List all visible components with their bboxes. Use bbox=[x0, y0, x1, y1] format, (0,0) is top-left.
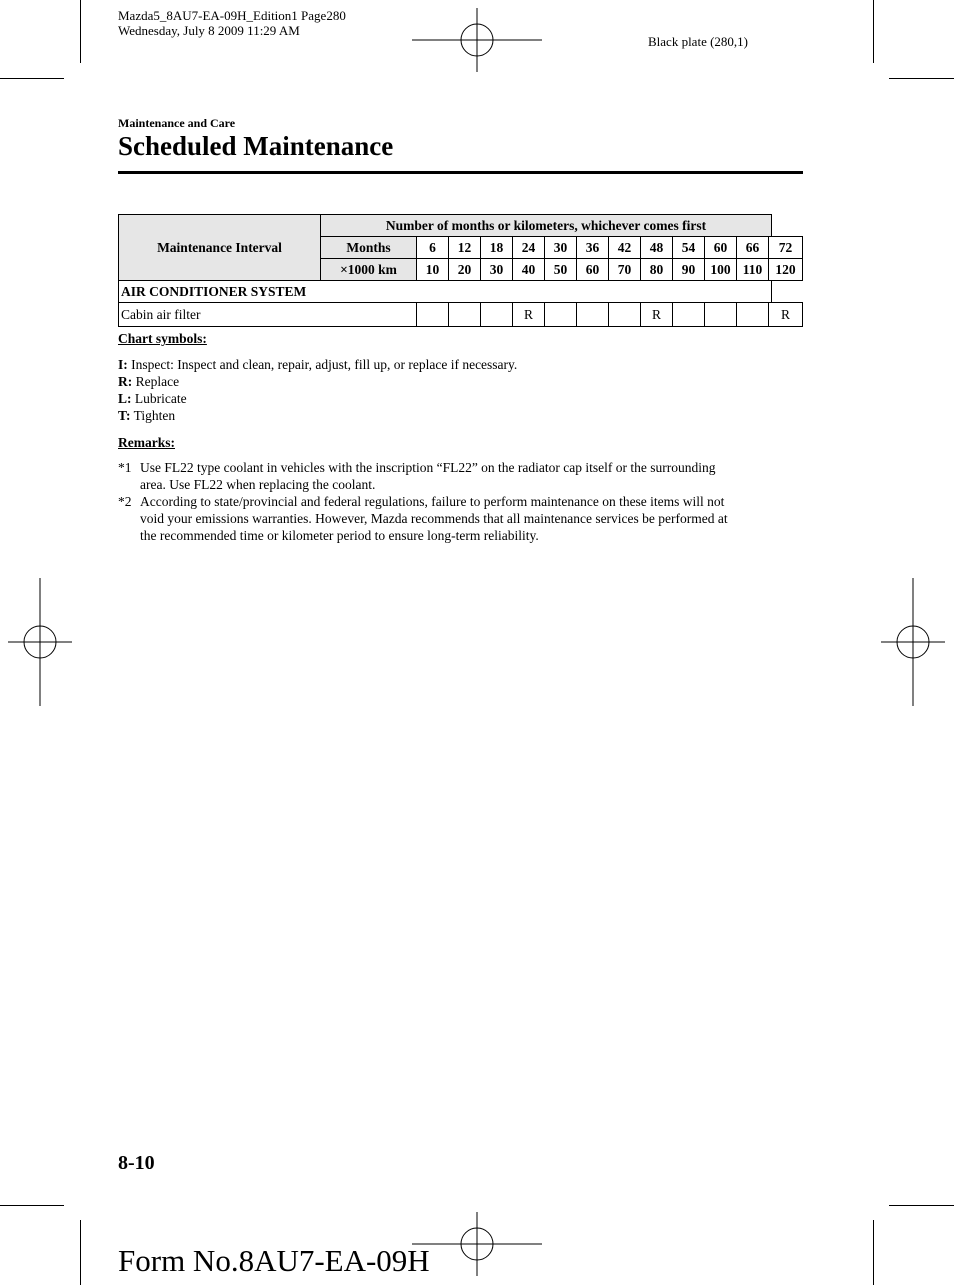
months-cell: 18 bbox=[481, 237, 513, 259]
crop-mark bbox=[0, 78, 64, 79]
remark-line: According to state/provincial and federal regulations, failure to perform maintenance on these items will not bbox=[140, 494, 725, 509]
page-title: Scheduled Maintenance bbox=[118, 131, 394, 161]
title-rule bbox=[118, 171, 803, 174]
km-label: ×1000 km bbox=[321, 259, 417, 281]
symbol-text: Tighten bbox=[130, 408, 176, 423]
symbol-key: R: bbox=[118, 374, 133, 389]
section-label: Maintenance and Care bbox=[118, 116, 236, 130]
remark-marker: *1 bbox=[118, 460, 132, 475]
system-section-row: AIR CONDITIONER SYSTEM bbox=[119, 281, 772, 303]
remark-line: area. Use FL22 when replacing the coolant. bbox=[140, 477, 376, 492]
crop-mark bbox=[80, 0, 81, 63]
months-cell: 24 bbox=[513, 237, 545, 259]
months-cell: 42 bbox=[609, 237, 641, 259]
months-cell: 60 bbox=[705, 237, 737, 259]
symbol-text: Inspect: Inspect and clean, repair, adjust, fill up, or replace if necessary. bbox=[127, 357, 518, 372]
item-mark-cell bbox=[609, 303, 641, 327]
km-cell: 60 bbox=[577, 259, 609, 281]
registration-mark-icon bbox=[412, 1212, 542, 1276]
print-info bbox=[118, 8, 346, 38]
symbol-item bbox=[118, 407, 175, 424]
item-mark-cell: R bbox=[769, 303, 803, 327]
item-mark-cell: R bbox=[513, 303, 545, 327]
maintenance-schedule-table bbox=[118, 214, 803, 327]
symbol-text: Replace bbox=[132, 374, 180, 389]
crop-mark bbox=[889, 1205, 954, 1206]
item-mark-cell bbox=[737, 303, 769, 327]
km-cell: 30 bbox=[481, 259, 513, 281]
symbol-key: L: bbox=[118, 391, 132, 406]
km-cell: 10 bbox=[417, 259, 449, 281]
page-number: 8-10 bbox=[118, 1152, 155, 1174]
symbol-key: T: bbox=[118, 408, 131, 423]
symbol-item bbox=[118, 373, 179, 390]
crop-mark bbox=[873, 0, 874, 63]
remarks-heading: Remarks: bbox=[118, 435, 175, 450]
registration-mark-icon bbox=[412, 8, 542, 72]
remark-marker: *2 bbox=[118, 494, 132, 509]
item-mark-cell bbox=[481, 303, 513, 327]
item-name: Cabin air filter bbox=[119, 303, 417, 327]
crop-mark bbox=[889, 78, 954, 79]
km-cell: 70 bbox=[609, 259, 641, 281]
months-cell: 72 bbox=[769, 237, 803, 259]
maintenance-interval-header: Maintenance Interval bbox=[119, 215, 321, 281]
interval-span-header: Number of months or kilometers, whichever comes first bbox=[321, 215, 772, 237]
km-cell: 120 bbox=[769, 259, 803, 281]
months-cell: 36 bbox=[577, 237, 609, 259]
km-cell: 80 bbox=[641, 259, 673, 281]
symbol-item bbox=[118, 356, 517, 373]
km-cell: 110 bbox=[737, 259, 769, 281]
months-cell: 12 bbox=[449, 237, 481, 259]
crop-mark bbox=[873, 1220, 874, 1285]
symbol-item bbox=[118, 390, 187, 407]
item-mark-cell bbox=[705, 303, 737, 327]
crop-mark bbox=[80, 1220, 81, 1285]
item-mark-cell bbox=[577, 303, 609, 327]
registration-mark-icon bbox=[881, 578, 945, 706]
item-mark-cell bbox=[545, 303, 577, 327]
symbol-text: Lubricate bbox=[131, 391, 187, 406]
months-cell: 54 bbox=[673, 237, 705, 259]
remark-line: Use FL22 type coolant in vehicles with the inscription “FL22” on the radiator cap itself or the surrounding bbox=[140, 460, 716, 475]
km-cell: 90 bbox=[673, 259, 705, 281]
remark-item bbox=[118, 493, 808, 544]
months-cell: 66 bbox=[737, 237, 769, 259]
registration-mark-icon bbox=[8, 578, 72, 706]
item-mark-cell bbox=[673, 303, 705, 327]
km-cell: 20 bbox=[449, 259, 481, 281]
months-cell: 30 bbox=[545, 237, 577, 259]
crop-mark bbox=[0, 1205, 64, 1206]
km-cell: 50 bbox=[545, 259, 577, 281]
form-number: Form No.8AU7-EA-09H bbox=[118, 1243, 430, 1278]
black-plate-label: Black plate (280,1) bbox=[648, 34, 748, 49]
symbol-key: I: bbox=[118, 357, 128, 372]
chart-symbols-heading: Chart symbols: bbox=[118, 331, 207, 346]
item-mark-cell bbox=[449, 303, 481, 327]
remark-line: the recommended time or kilometer period to ensure long-term reliability. bbox=[140, 528, 539, 543]
km-cell: 40 bbox=[513, 259, 545, 281]
item-mark-cell bbox=[417, 303, 449, 327]
print-info-date: Wednesday, July 8 2009 11:29 AM bbox=[118, 23, 300, 38]
remark-line: void your emissions warranties. However, Mazda recommends that all maintenance services be performed at bbox=[140, 511, 728, 526]
km-cell: 100 bbox=[705, 259, 737, 281]
remark-item bbox=[118, 459, 808, 493]
print-info-file: Mazda5_8AU7-EA-09H_Edition1 Page280 bbox=[118, 8, 346, 23]
months-label: Months bbox=[321, 237, 417, 259]
months-cell: 6 bbox=[417, 237, 449, 259]
months-cell: 48 bbox=[641, 237, 673, 259]
item-mark-cell: R bbox=[641, 303, 673, 327]
